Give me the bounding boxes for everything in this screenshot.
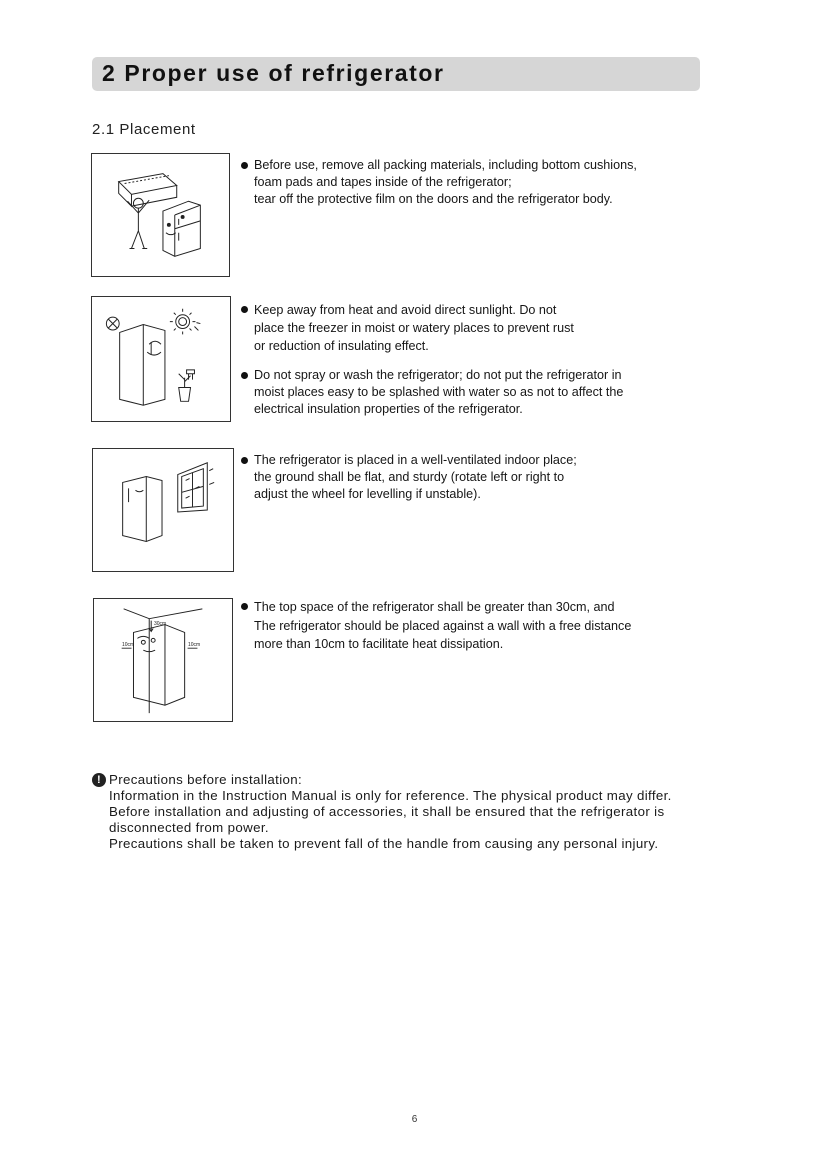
bullet-line: foam pads and tapes inside of the refrigerator; <box>254 175 512 189</box>
bullet-item <box>241 367 623 418</box>
bullet-line: or reduction of insulating effect. <box>254 339 429 353</box>
bullet-line: Before use, remove all packing materials, including bottom cushions, <box>254 158 637 172</box>
bullet-dot-icon <box>241 372 248 379</box>
bullet-line: Do not spray or wash the refrigerator; do not put the refrigerator in <box>254 368 622 382</box>
bullet-line: tear off the protective film on the doors and the refrigerator body. <box>254 192 613 206</box>
chapter-title-bar <box>92 57 700 91</box>
bullet-line: Keep away from heat and avoid direct sunlight. Do not <box>254 303 557 317</box>
bullet-line: the ground shall be flat, and sturdy (rotate left or right to <box>254 470 565 484</box>
precaution-line: disconnected from power. <box>109 820 269 835</box>
bullet-dot-icon <box>241 306 248 313</box>
bullet-dot-icon <box>241 603 248 610</box>
precautions-section <box>92 772 672 852</box>
top-gap-label: 30cm <box>154 621 167 627</box>
page-number: 6 <box>411 1114 418 1125</box>
bullet-block-unpacking <box>241 157 637 208</box>
clearance-illustration <box>93 598 233 722</box>
chapter-title: 2 Proper use of refrigerator <box>102 60 445 86</box>
bullet-item <box>241 157 637 208</box>
precaution-line: Before installation and adjusting of accessories, it shall be ensured that the refrigerator is <box>109 804 665 819</box>
bullet-item <box>241 598 631 654</box>
warning-icon: ! <box>92 773 106 787</box>
side-gap-left-label: 10cm <box>122 642 135 648</box>
heat-sunlight-illustration <box>91 296 231 422</box>
unpacking-illustration <box>91 153 230 277</box>
precautions-heading: Precautions before installation: <box>109 772 303 787</box>
bullet-item <box>241 452 577 503</box>
bullet-line: The refrigerator is placed in a well-ventilated indoor place; <box>254 453 577 467</box>
precaution-line: Information in the Instruction Manual is only for reference. The physical product may differ. <box>109 788 672 803</box>
bullet-line: more than 10cm to facilitate heat dissipation. <box>254 637 504 651</box>
ventilation-illustration <box>92 448 234 572</box>
bullet-line: moist places easy to be splashed with water so as not to affect the <box>254 385 624 399</box>
bullet-item <box>241 301 623 355</box>
side-gap-right-label: 10cm <box>188 642 201 648</box>
section-title: 2.1 Placement <box>92 121 196 138</box>
precaution-line: Precautions shall be taken to prevent fall of the handle from causing any personal injury. <box>109 836 659 851</box>
bullet-line: electrical insulation properties of the refrigerator. <box>254 402 523 416</box>
bullet-line: place the freezer in moist or watery places to prevent rust <box>254 321 574 335</box>
bullet-dot-icon <box>241 457 248 464</box>
bullet-block-heat <box>241 301 623 418</box>
bullet-line: adjust the wheel for levelling if unstable). <box>254 487 481 501</box>
precautions-heading-row <box>92 772 672 788</box>
bullet-line: The top space of the refrigerator shall be greater than 30cm, and <box>254 600 615 614</box>
bullet-block-ventilation <box>241 452 577 503</box>
bullet-block-clearance <box>241 598 631 654</box>
bullet-line: The refrigerator should be placed against a wall with a free distance <box>254 618 632 633</box>
bullet-dot-icon <box>241 162 248 169</box>
